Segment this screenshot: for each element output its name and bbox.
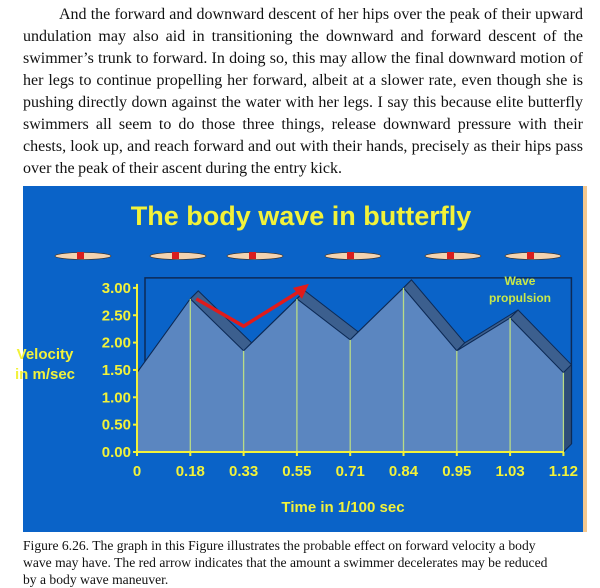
plot-area xyxy=(102,278,578,480)
y-axis-label-line1: Velocity xyxy=(16,346,74,363)
body-paragraph: And the forward and downward descent of her hips over the peak of their upward undulation may also aid in transitioning the downward and forward descent of the swimmer’s trunk to forward. In doing so, this may allow the final downward motion of her legs to continue propelling her forward, albeit at a slower rate, even though she is pushing directly down against the water with her legs. I say this because elite butterfly swimmers all seem to do those three things, release downward pressure with their chests, look up, and reach forward and out with their hands, precisely as their hips pass over the peak of their ascent during the entry kick. xyxy=(23,6,583,177)
y-tick-label: 1.50 xyxy=(101,361,131,379)
annotation-line1: Wave xyxy=(504,274,536,288)
velocity-chart xyxy=(14,186,583,532)
swimmer-suit xyxy=(527,252,534,259)
figure-edge xyxy=(583,186,587,532)
figure-caption: Figure 6.26. The graph in this Figure illustrates the probable effect on forward velocity a body wave may have. The red arrow indicates that the amount a swimmer decelerates may be reduced by a body wave maneuver. xyxy=(23,538,548,587)
figure-row xyxy=(14,186,587,532)
annotation-line2: propulsion xyxy=(489,291,551,305)
x-axis-label: Time in 1/100 sec xyxy=(281,499,405,516)
x-tick-label: 0 xyxy=(132,463,142,480)
y-tick-label: 0.00 xyxy=(101,444,131,461)
figure-chart xyxy=(14,186,583,532)
y-tick-label: 1.00 xyxy=(101,389,131,407)
area-side-face xyxy=(563,365,571,452)
y-tick-label: 2.00 xyxy=(101,334,131,352)
swimmer-suit xyxy=(172,252,179,259)
x-tick-label: 1.03 xyxy=(495,463,525,480)
swimmer-suit xyxy=(77,252,84,259)
y-tick-label: 2.50 xyxy=(101,307,131,325)
y-tick-label: 3.00 xyxy=(101,279,131,297)
y-tick-label: 0.50 xyxy=(101,416,131,434)
swimmer-suit xyxy=(249,252,256,259)
swimmer-suit xyxy=(447,252,454,259)
swimmer-illustrations xyxy=(55,252,561,260)
x-tick-label: 1.12 xyxy=(548,463,579,480)
x-tick-label: 0.33 xyxy=(228,463,259,480)
y-axis-label-line2: in m/sec xyxy=(14,366,76,383)
swimmer-suit xyxy=(347,252,354,259)
x-tick-label: 0.95 xyxy=(442,463,472,480)
x-tick-label: 0.71 xyxy=(335,463,365,480)
chart-title: The body wave in butterfly xyxy=(130,201,472,231)
x-tick-label: 0.55 xyxy=(282,463,312,480)
x-tick-label: 0.84 xyxy=(388,463,419,480)
x-tick-label: 0.18 xyxy=(175,463,205,480)
